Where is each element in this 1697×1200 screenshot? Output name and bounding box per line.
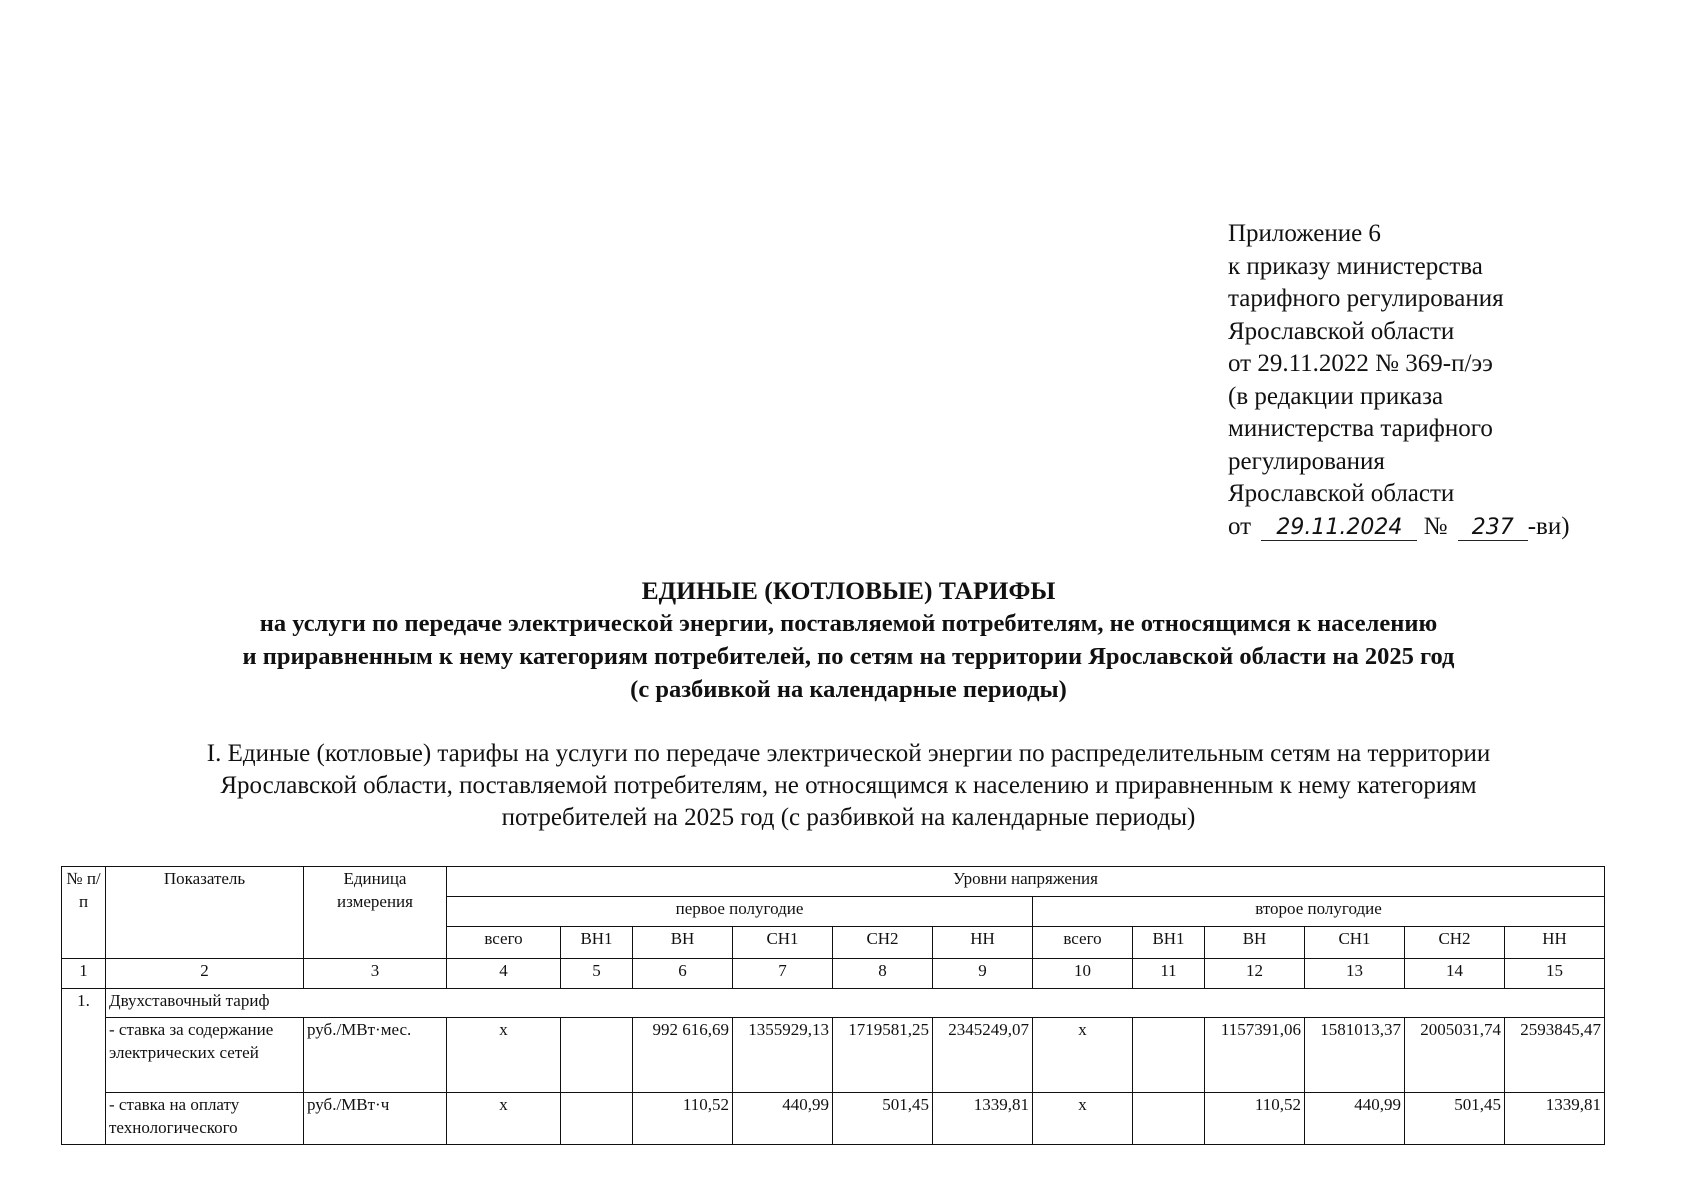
column-number: 12 [1205,959,1305,989]
cell-value: 1719581,25 [833,1018,933,1093]
number-sign: № [1423,512,1448,540]
header-voltage-levels: Уровни напряжения [447,867,1605,897]
column-number: 3 [304,959,447,989]
header-unit: Единица измерения [304,867,447,959]
date-prefix: от [1228,512,1252,540]
cell-value [1133,1093,1205,1145]
cell-value [1133,1018,1205,1093]
title-line: (с разбивкой на календарные периоды) [630,676,1067,703]
cell-value [561,1018,633,1093]
cell-value: 992 616,69 [633,1018,733,1093]
appendix-block [1228,218,1668,543]
section-row-label: Двухставочный тариф [106,989,1605,1018]
row-label: - ставка за содержание электрических сетей [106,1018,304,1093]
column-number: 7 [733,959,833,989]
column-number: 1 [62,959,106,989]
cell-value: х [447,1018,561,1093]
header-num: № п/п [62,867,106,959]
header-level: ВН [633,927,733,959]
appendix-line: к приказу министерства [1228,252,1483,280]
column-number: 11 [1133,959,1205,989]
row-unit: руб./МВт·мес. [304,1018,447,1093]
row-label: - ставка на оплату технологического [109,1095,240,1137]
header-level: СН2 [833,927,933,959]
header-level: СН1 [1305,927,1405,959]
header-second-half: второе полугодие [1033,897,1605,927]
section-line: потребителей на 2025 год (с разбивкой на календарные периоды) [501,804,1196,831]
cell-value: 501,45 [1405,1093,1505,1145]
column-number-row [62,959,1605,989]
document-title [0,574,1697,706]
header-level: ВН1 [1133,927,1205,959]
table-row [62,1093,1605,1145]
header-level: всего [1033,927,1133,959]
cell-value: х [447,1093,561,1145]
cell-value: 501,45 [833,1093,933,1145]
appendix-line: Ярославской области [1228,317,1455,345]
column-number: 13 [1305,959,1405,989]
title-main: ЕДИНЫЕ (КОТЛОВЫЕ) ТАРИФЫ [641,576,1056,605]
header-level: НН [933,927,1033,959]
cell-value: 440,99 [1305,1093,1405,1145]
tariff-table [61,866,1605,1145]
section-heading [0,738,1697,834]
section-row [62,989,1605,1018]
header-level: СН1 [733,927,833,959]
header-first-half: первое полугодие [447,897,1033,927]
cell-value: 1355929,13 [733,1018,833,1093]
column-number: 10 [1033,959,1133,989]
header-level: СН2 [1405,927,1505,959]
cell-value: 1157391,06 [1205,1018,1305,1093]
title-line: и приравненным к нему категориям потребителей, по сетям на территории Ярославской области на 2025 год [242,643,1455,670]
column-number: 14 [1405,959,1505,989]
column-number: 9 [933,959,1033,989]
header-level: ВН1 [561,927,633,959]
handwritten-number: 237 [1458,516,1528,541]
row-num: 1. [62,989,106,1145]
column-number: 5 [561,959,633,989]
title-line: на услуги по передаче электрической энергии, поставляемой потребителям, не относящимся к населению [259,610,1438,637]
cell-value: 1339,81 [1505,1093,1605,1145]
header-level: ВН [1205,927,1305,959]
cell-value [561,1093,633,1145]
table-row [62,1018,1605,1093]
appendix-signature-line [1228,511,1668,544]
cell-value: 110,52 [1205,1093,1305,1145]
cell-value: х [1033,1093,1133,1145]
column-number: 8 [833,959,933,989]
column-number: 2 [106,959,304,989]
cell-value: 110,52 [633,1093,733,1145]
column-number: 15 [1505,959,1605,989]
header-level: НН [1505,927,1605,959]
header-indicator: Показатель [106,867,304,959]
header-level: всего [447,927,561,959]
cell-value: 2005031,74 [1405,1018,1505,1093]
cell-value: х [1033,1018,1133,1093]
cell-value: 2593845,47 [1505,1018,1605,1093]
appendix-line: Ярославской области [1228,480,1455,507]
section-line: Ярославской области, поставляемой потребителям, не относящимся к населению и приравненным к нему категориям [220,772,1477,799]
appendix-line: тарифного регулирования [1228,285,1504,312]
cell-value: 1581013,37 [1305,1018,1405,1093]
row-unit: руб./МВт·ч [304,1093,447,1145]
appendix-line: Приложение 6 [1228,220,1381,247]
appendix-line: (в редакции приказа [1228,382,1444,410]
appendix-line: от 29.11.2022 № 369-п/ээ [1228,350,1493,377]
cell-value: 1339,81 [933,1093,1033,1145]
cell-value: 2345249,07 [933,1018,1033,1093]
appendix-line: регулирования [1228,447,1385,475]
handwritten-date: 29.11.2024 [1261,516,1417,541]
section-line: I. Единые (котловые) тарифы на услуги по передаче электрической энергии по распределительным сетям на территории [206,740,1491,767]
appendix-line: министерства тарифного [1228,415,1493,442]
cell-value: 440,99 [733,1093,833,1145]
column-number: 4 [447,959,561,989]
number-suffix: -ви) [1527,512,1570,540]
column-number: 6 [633,959,733,989]
